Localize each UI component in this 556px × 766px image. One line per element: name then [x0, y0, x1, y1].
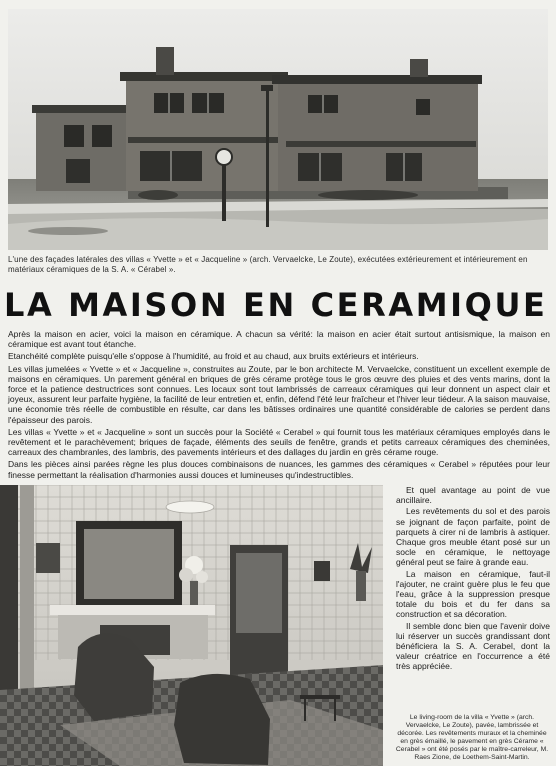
- villa-exterior-photo: [8, 9, 548, 250]
- side-column-text: [396, 485, 550, 673]
- top-photo-caption: L'une des façades latérales des villas « Yvette » et « Jacqueline » (arch. Vervaelcke, Le Zoute), exécutées extérieurement et intérieurement en matériaux céramiques de la S. A. « Cérabel ».: [8, 255, 528, 274]
- body-paragraph: Les villas jumelées « Yvette » et « Jacqueline », construites au Zoute, par le bon architecte M. Vervaelcke, constituent un excellent exemple de maisons en céramiques. Un parement général en briques de grès cérame protège tous le gros œuvre des pluies et des vents marins, dont la force et la patience destructrices sont connues. Les locaux sont tout lambrissés de carreaux céramiques qui leur donnent un aspect clair et joyeux, assurent leur parfaite hygiène, la facilité de leur entretien et, enfin, défend l'été leur fraîcheur et l'hiver leur tiédeur. A la saison mauvaise, une économie très réelle de combustible en résulte, car dans les bâtisses ordinaires une quantité considérable de calories se perdent dans l'épaisseur des parois.: [8, 363, 550, 425]
- body-paragraph: Les villas « Yvette » et « Jacqueline » sont un succès pour la Société « Cerabel » qui fournit tous les matériaux céramiques employés dans le revêtement et le parachèvement; briques de façade, éléments des seuils de fenêtre, grands et petits carreaux céramiques des cheminées, carreaux des chambranles, des lambris, des pavements intérieurs et des dallages du jardin en grès cérame rouge.: [8, 426, 550, 458]
- bottom-photo-caption: Le living-room de la villa « Yvette » (arch. Vervaelcke, Le Zoute), pavée, lambrissée et décorée. Les revêtements muraux et la cheminée en grès émaillé, le pavement en grès Cérame « Cerabel » ont été posés par le maître-carreleur, M. Raes Zione, de Loethem-Saint-Martin.: [395, 714, 549, 762]
- side-paragraph: Et quel avantage au point de vue ancillaire.: [396, 485, 550, 506]
- living-room-photo: [0, 485, 383, 766]
- article-body: [8, 329, 550, 482]
- side-paragraph: La maison en céramique, faut-il l'ajouter, ne craint guère plus le feu que l'eau, grâce à la suppression presque totale du bois et du fer dans sa construction et sa décoration.: [396, 568, 550, 620]
- side-paragraph: Les revêtements du sol et des parois se joignant de façon parfaite, point de parquets à cirer ni de lambris à astiquer. Chaque gros meuble étant posé sur un socle en céramique, le nettoyage général peut se faire à grande eau.: [396, 506, 550, 568]
- villa-exterior-illustration: [8, 9, 548, 250]
- living-room-illustration: [0, 485, 383, 766]
- body-paragraph: Dans les pièces ainsi parées règne les plus douces combinaisons de nuances, les gammes des céramiques « Cerabel » réputées pour leur finesse permettant la réalisation d'harmonies aussi douces et lumineuses qu'indestructibles.: [8, 459, 550, 480]
- body-paragraph: Après la maison en acier, voici la maison en céramique. A chacun sa vérité: la maison en acier était surtout antisismique, la maison en céramique est avant tout étanche.: [8, 329, 550, 350]
- body-paragraph: Etanchéité complète puisqu'elle s'oppose à l'humidité, au froid et au chaud, aux bruits extérieurs et intérieurs.: [8, 351, 419, 362]
- side-paragraph: Il semble donc bien que l'avenir doive lui réserver un succès grandissant dont bénéficiera la S. A. Cerabel, dont la valeur créatrice en l'occurrence a été très appréciée.: [396, 620, 550, 672]
- article-title: LA MAISON EN CERAMIQUE: [4, 286, 548, 324]
